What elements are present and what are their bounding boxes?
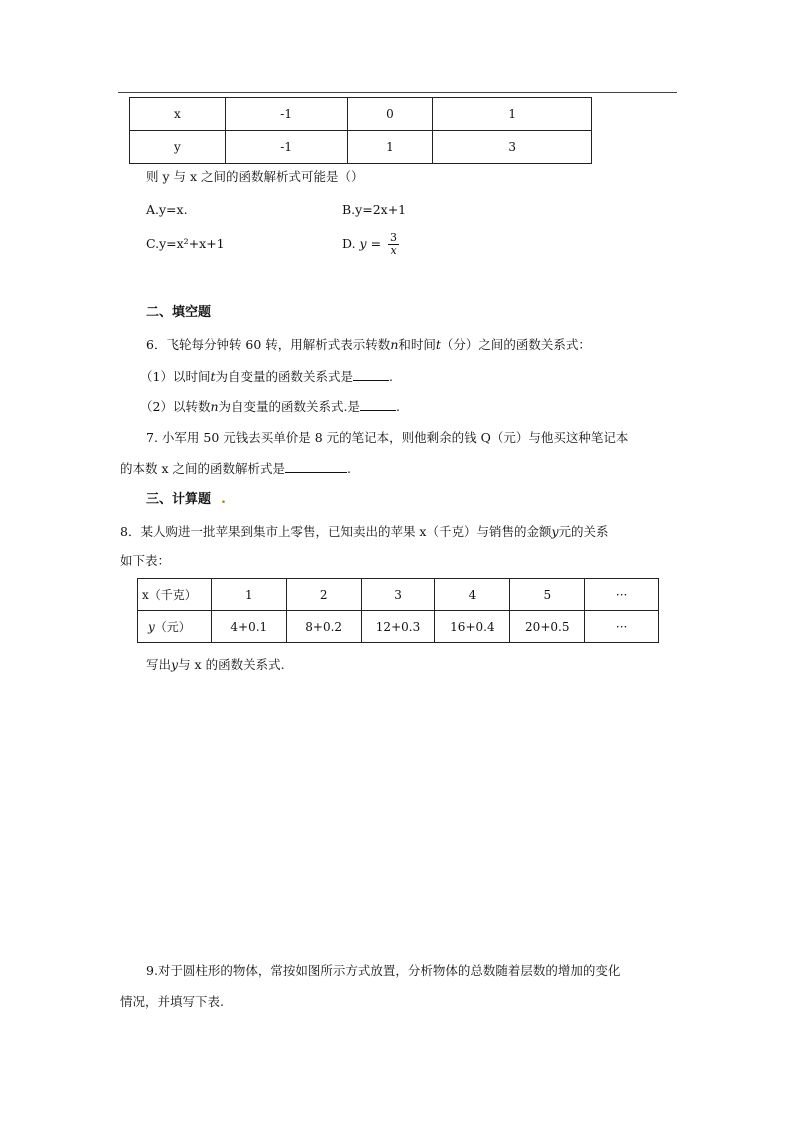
var-n: n xyxy=(390,337,399,352)
table-cell: 5 xyxy=(510,579,585,611)
table-cell: 1 xyxy=(433,98,592,131)
var-t: t xyxy=(210,369,216,384)
option-d-prefix: D. xyxy=(342,236,356,251)
var-t: t xyxy=(435,337,441,352)
section-title-fill-blank: 二、填空题 xyxy=(146,305,212,320)
table-row xyxy=(130,131,592,164)
table-cell: 12+0.3 xyxy=(361,611,435,643)
q5-option-c: C.y=x²+x+1 xyxy=(146,236,225,251)
table-cell: 0 xyxy=(347,98,433,131)
section-mark: . xyxy=(221,492,226,507)
q6-sub2 xyxy=(140,398,400,415)
apple-sales-table xyxy=(137,578,659,643)
q8-question-text: 与 x 的函数关系式. xyxy=(178,657,285,672)
table-cell: 3 xyxy=(433,131,592,164)
q7-line2 xyxy=(120,460,351,477)
unit-label: （元） xyxy=(154,620,191,634)
table-cell: ··· xyxy=(585,579,659,611)
table-cell: 3 xyxy=(361,579,435,611)
option-d-fraction xyxy=(388,232,399,257)
section-title-calculation xyxy=(146,492,226,508)
table-cell: 1 xyxy=(211,579,286,611)
table-cell: 2 xyxy=(286,579,361,611)
answer-blank[interactable] xyxy=(360,398,396,411)
q6-stem-text: 6．飞轮每分钟转 60 转，用解析式表示转数 xyxy=(146,337,391,352)
table-row xyxy=(130,98,592,131)
q8-line1-text: 元的关系 xyxy=(558,524,609,539)
fraction-denominator: x xyxy=(390,244,397,257)
period: . xyxy=(347,461,351,476)
q8-line1-text: 8．某人购进一批苹果到集市上零售，已知卖出的苹果 x（千克）与销售的金额 xyxy=(120,524,552,539)
q6-sub2-text: 为自变量的函数关系式.是 xyxy=(218,399,360,414)
q5-option-b: B.y=2x+1 xyxy=(342,202,407,217)
answer-blank[interactable] xyxy=(353,368,389,381)
period: . xyxy=(389,369,393,384)
table-cell: ··· xyxy=(585,611,659,643)
q8-line1 xyxy=(120,524,609,540)
section-title-text: 三、计算题 xyxy=(146,492,212,507)
option-d-lhs: y = xyxy=(359,236,382,251)
table-cell: 20+0.5 xyxy=(510,611,585,643)
table-cell: -1 xyxy=(225,98,347,131)
table-cell: 4 xyxy=(435,579,510,611)
q6-stem-text: （分）之间的函数关系式： xyxy=(440,337,591,352)
table-cell: y xyxy=(130,131,226,164)
var-y: y xyxy=(551,524,559,539)
fraction-numerator: 3 xyxy=(390,231,398,244)
q6-sub1-text: 为自变量的函数关系式是 xyxy=(215,369,353,384)
q6-sub2-text: （2）以转数 xyxy=(140,399,211,414)
q5-option-d xyxy=(342,229,399,259)
table-header-y xyxy=(138,611,212,643)
q8-line2: 如下表： xyxy=(120,553,171,568)
var-y: y xyxy=(171,657,179,672)
table-cell: -1 xyxy=(225,131,347,164)
table-cell: x xyxy=(130,98,226,131)
q8-question-text: 写出 xyxy=(146,657,172,672)
q5-stem: 则 y 与 x 之间的函数解析式可能是（） xyxy=(146,169,364,184)
table-cell: 4+0.1 xyxy=(211,611,286,643)
q6-stem-text: 和时间 xyxy=(398,337,436,352)
q6-stem xyxy=(146,337,591,353)
q7-line2-text: 的本数 x 之间的函数解析式是 xyxy=(120,461,285,476)
table-header-x: x（千克） xyxy=(138,579,212,611)
q6-sub1 xyxy=(140,368,393,385)
var-y: y xyxy=(148,620,155,634)
var-n: n xyxy=(210,399,219,414)
table-row xyxy=(138,611,659,643)
q5-option-a: A.y=x. xyxy=(146,202,188,217)
q7-line1: 7. 小军用 50 元钱去买单价是 8 元的笔记本，则他剩余的钱 Q（元）与他买这种笔记本 xyxy=(146,430,629,445)
q8-question xyxy=(146,657,285,673)
period: . xyxy=(396,399,400,414)
table-cell: 16+0.4 xyxy=(435,611,510,643)
q9-line1: 9.对于圆柱形的物体，常按如图所示方式放置，分析物体的总数随着层数的增加的变化 xyxy=(146,963,621,978)
table-cell: 1 xyxy=(347,131,433,164)
table-row xyxy=(138,579,659,611)
q9-line2: 情况，并填写下表. xyxy=(120,994,224,1009)
xy-table xyxy=(129,97,592,164)
answer-blank[interactable] xyxy=(285,460,347,473)
q6-sub1-text: （1）以时间 xyxy=(140,369,211,384)
table-cell: 8+0.2 xyxy=(286,611,361,643)
header-rule xyxy=(118,92,677,93)
